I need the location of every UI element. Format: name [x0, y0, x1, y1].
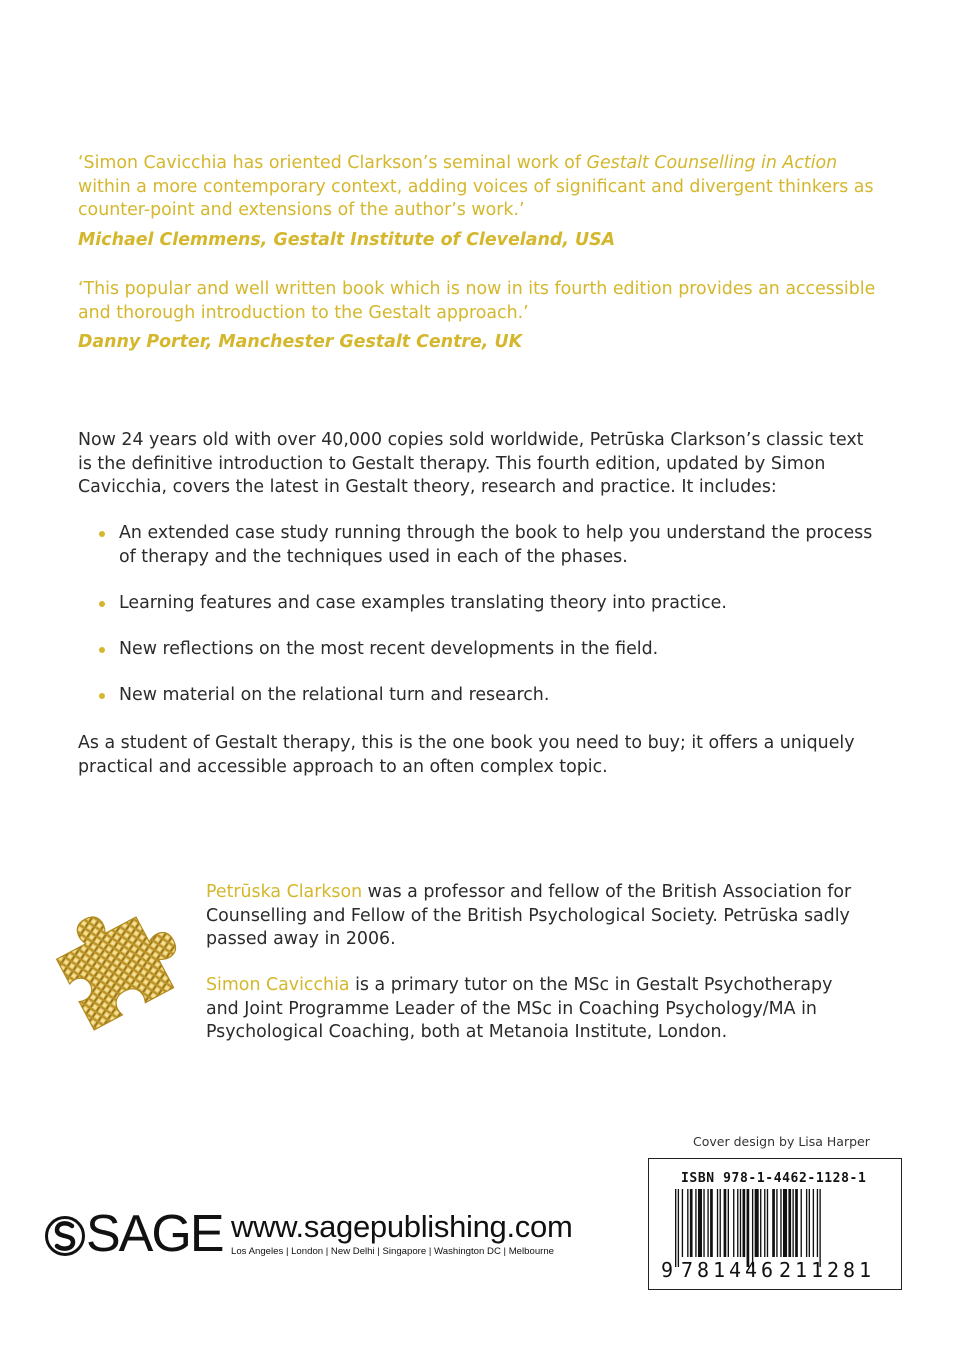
author-bio-clarkson: Petrūska Clarkson was a professor and fellow of the British Association for Counselling and Fellow of the British Psychological Society. Petrūska sadly passed away in 2006. [206, 882, 852, 949]
barcode-bar [703, 1189, 704, 1257]
barcode-bar [780, 1189, 781, 1257]
barcode-bar [728, 1189, 729, 1257]
intro-paragraph: Now 24 years old with over 40,000 copies sold worldwide, Petrūska Clarkson’s classic text is the definitive introduction to Gestalt therapy. This fourth edition, updated by Simon Cavicchia, covers the latest in Gestalt theory, research and practice. It includes: [78, 430, 864, 497]
barcode-bar [801, 1189, 802, 1257]
barcode-digit-first: 9 [661, 1258, 674, 1281]
publisher-cities: Los Angeles | London | New Delhi | Singapore | Washington DC | Melbourne [231, 1246, 555, 1257]
puzzle-piece-icon [46, 893, 192, 1043]
barcode-digits-right: 211281 [779, 1258, 871, 1281]
barcode-bar [752, 1189, 753, 1267]
barcode-bar [760, 1189, 761, 1257]
barcode-bar [795, 1189, 798, 1257]
barcode-bar [710, 1189, 713, 1257]
barcode-bar [813, 1189, 814, 1257]
barcode-bar [743, 1189, 746, 1257]
barcode-bar [737, 1189, 738, 1257]
publisher-url[interactable]: www.sagepublishing.com [231, 1209, 573, 1244]
quote-1-text: ‘Simon Cavicchia has oriented Clarkson’s seminal work of Gestalt Counselling in Action within a more contemporary context, adding voices of significant and divergent thinkers as counter-point and extensions of the author’s work.’ [78, 153, 874, 220]
barcode-bar [776, 1189, 777, 1257]
list-item: Learning features and case examples translating theory into practice. [78, 592, 878, 616]
barcode-icon [661, 1189, 889, 1281]
list-item: New reflections on the most recent developments in the field. [78, 638, 878, 662]
barcode-bar [806, 1189, 807, 1257]
barcode-bar [733, 1189, 734, 1257]
sage-s-logo-icon [45, 1210, 85, 1262]
barcode-bar [792, 1189, 793, 1257]
barcode-bar [698, 1189, 702, 1257]
list-item: An extended case study running through the book to help you understand the process of therapy and the techniques used in each of the phases. [78, 522, 878, 569]
barcode-bar [678, 1189, 679, 1267]
endorsement-quote-1 [78, 152, 878, 252]
barcode-bar [687, 1189, 688, 1257]
isbn-label: ISBN 978-1-4462-1128-1 [681, 1171, 867, 1186]
quote-2-text: ‘This popular and well written book which is now in its fourth edition provides an accessible and thorough introduction to the Gestalt approach.’ [78, 279, 876, 323]
barcode-bar [764, 1189, 765, 1257]
barcode-bar [783, 1189, 787, 1257]
closing-paragraph: As a student of Gestalt therapy, this is the one book you need to buy; it offers a uniquely practical and accessible approach to an often complex topic. [78, 733, 855, 777]
feature-list [78, 522, 878, 730]
bullet-icon [99, 647, 105, 653]
cover-credit: Cover design by Lisa Harper [693, 1134, 870, 1149]
barcode-bar [817, 1189, 818, 1257]
endorsement-quote-2 [78, 278, 878, 355]
barcode-bar [690, 1189, 693, 1257]
barcode-bar [788, 1189, 791, 1257]
barcode-bar [717, 1189, 718, 1257]
bullet-icon [99, 601, 105, 607]
author-name: Petrūska Clarkson [206, 882, 363, 902]
barcode-bar [747, 1189, 750, 1267]
isbn-barcode [648, 1158, 902, 1290]
barcode-bar [682, 1189, 683, 1257]
author-bio-cavicchia: Simon Cavicchia is a primary tutor on the MSc in Gestalt Psychotherapy and Joint Programme Leader of the MSc in Coaching Psychology/MA in Psychological Coaching, both at Metanoia Institute, London. [206, 975, 833, 1042]
bullet-icon [99, 693, 105, 699]
barcode-bar [675, 1189, 676, 1267]
list-item: New material on the relational turn and research. [78, 684, 878, 708]
barcode-bar [767, 1189, 768, 1257]
publisher-logo-text: SAGE [86, 1205, 223, 1263]
quote-1-attribution: Michael Clemmens, Gestalt Institute of Cleveland, USA [78, 229, 616, 250]
barcode-bar [740, 1189, 741, 1257]
barcode-bar [695, 1189, 696, 1257]
barcode-bar [772, 1189, 775, 1257]
barcode-bar [720, 1189, 721, 1257]
barcode-bar [819, 1189, 820, 1267]
barcode-bar [809, 1189, 810, 1257]
author-name: Simon Cavicchia [206, 975, 350, 995]
barcode-bar [724, 1189, 727, 1257]
barcode-bar [755, 1189, 759, 1257]
bullet-icon [99, 531, 105, 537]
barcode-bars [675, 1189, 821, 1267]
quote-2-attribution: Danny Porter, Manchester Gestalt Centre, UK [78, 332, 523, 352]
barcode-bar [707, 1189, 708, 1257]
barcode-digits-left: 781446 [681, 1258, 773, 1281]
